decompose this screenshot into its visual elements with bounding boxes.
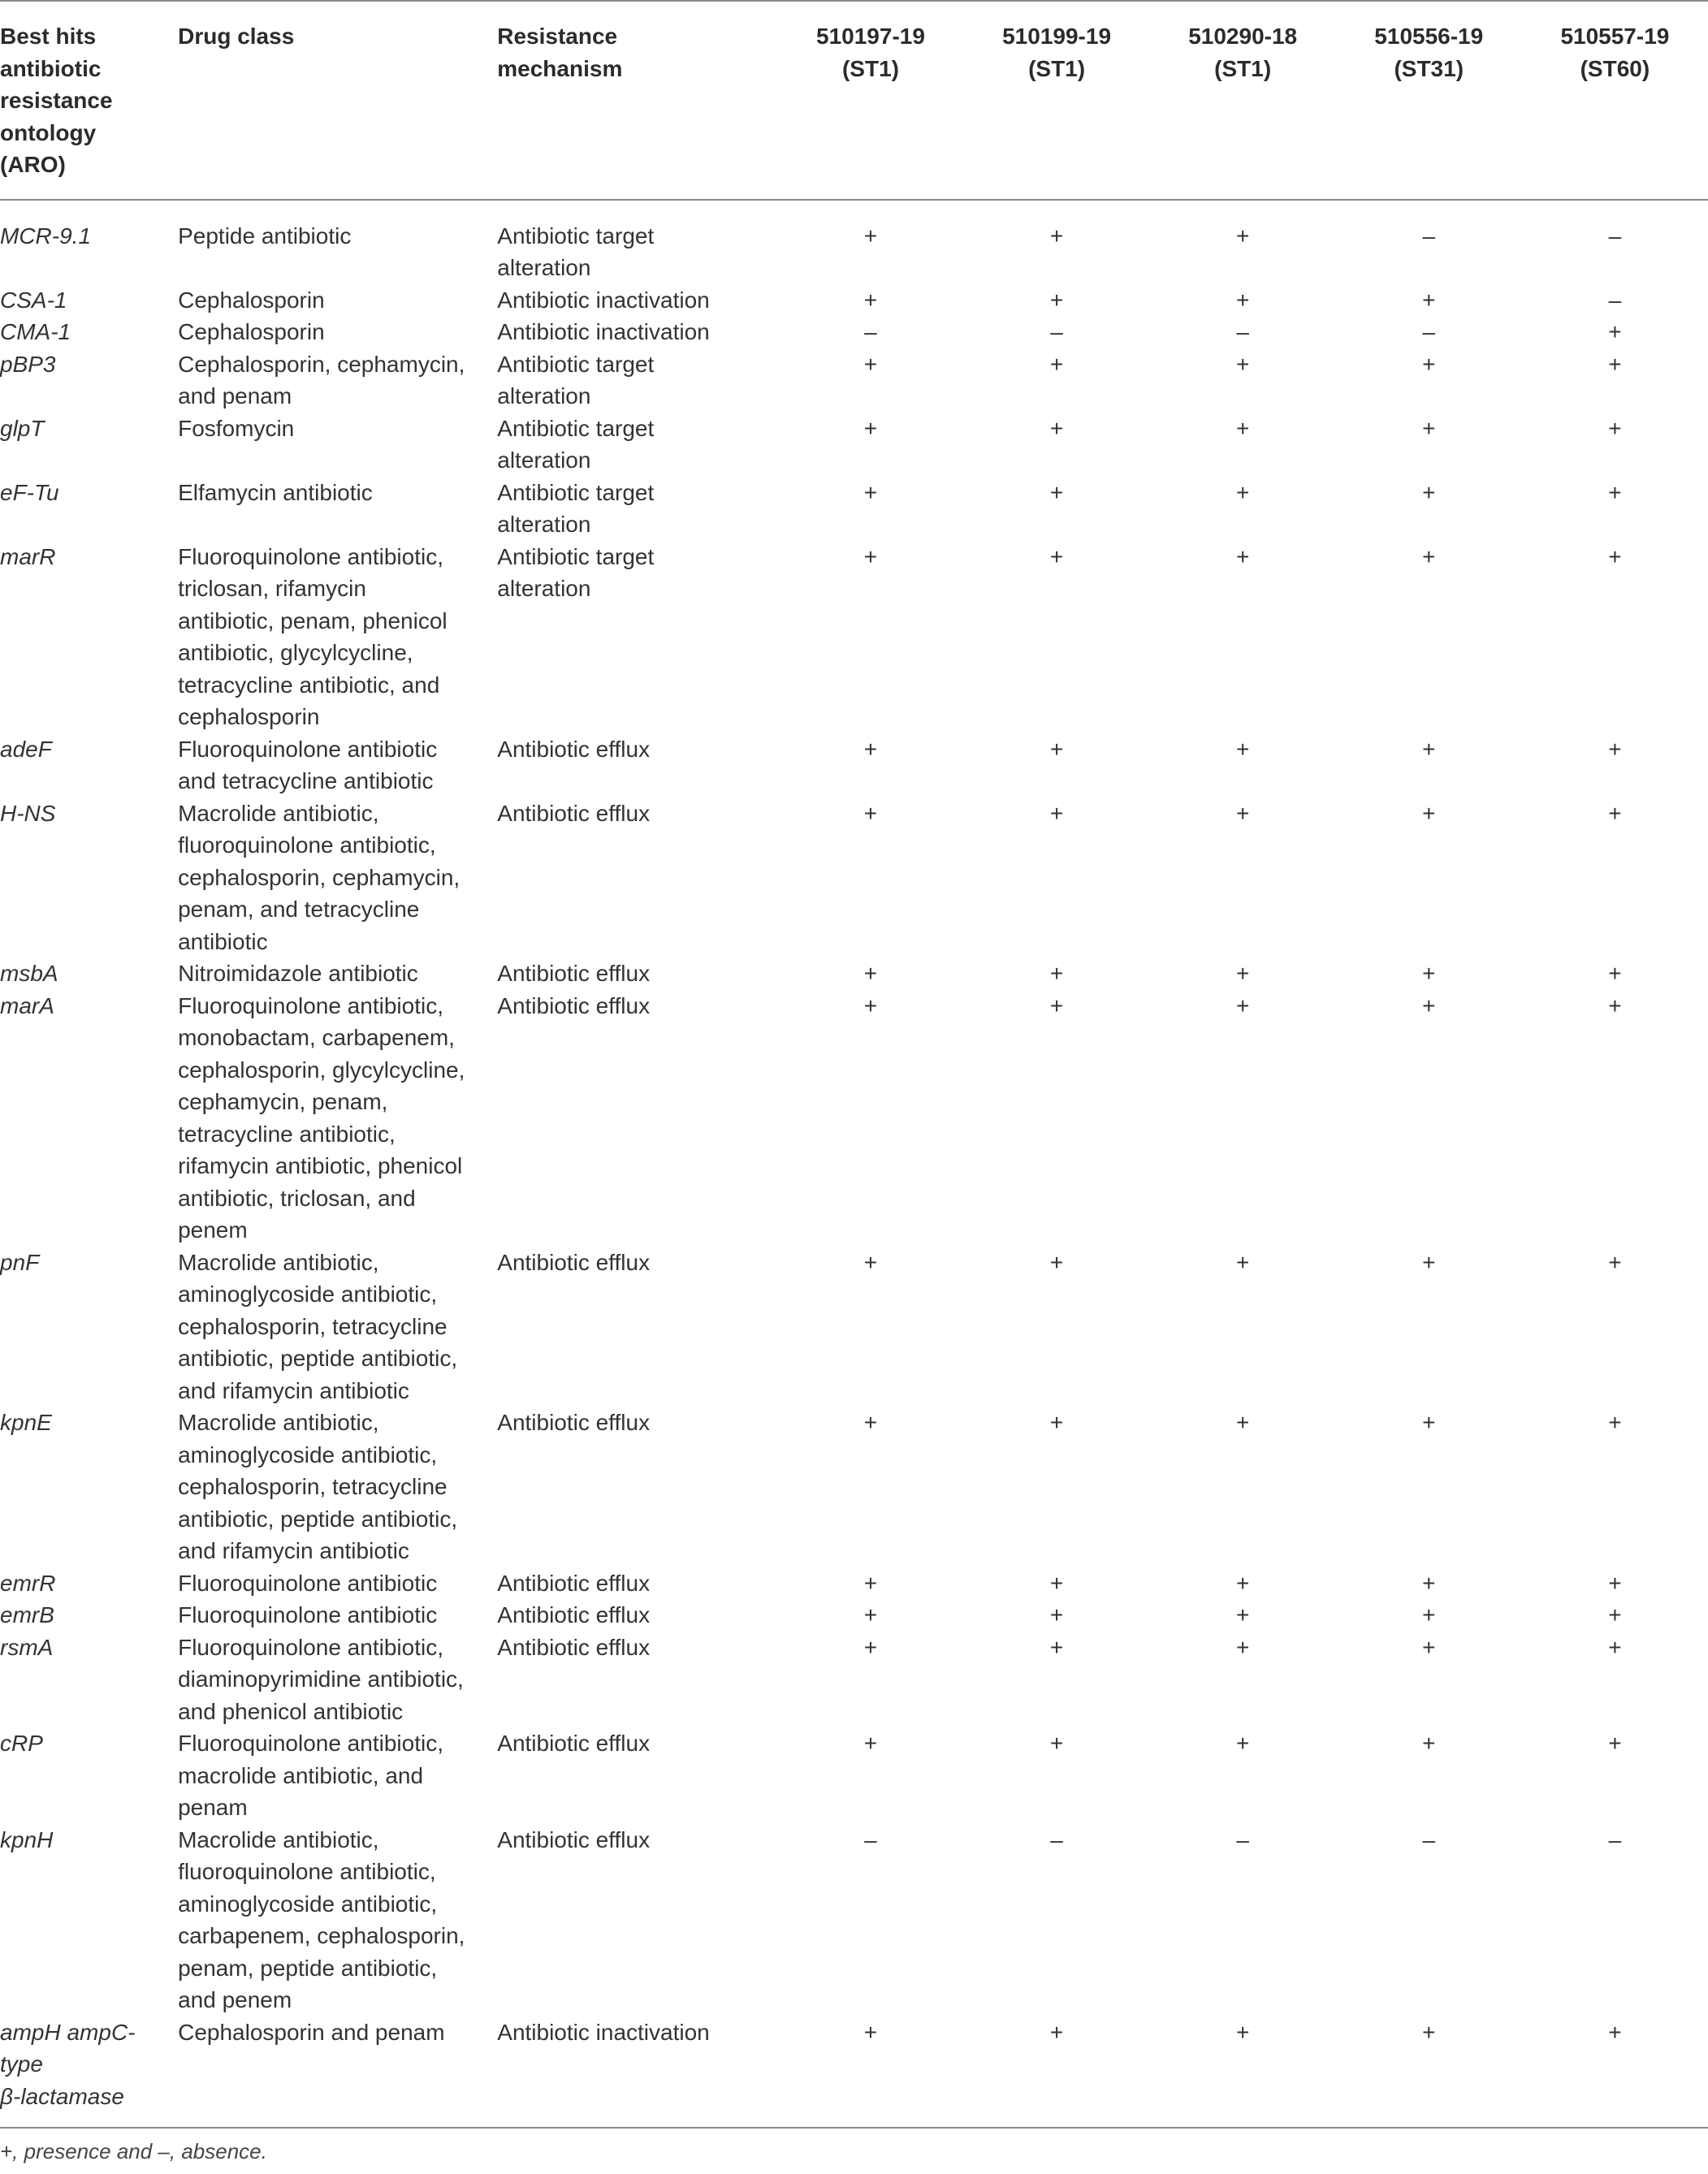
presence-mark: + — [1422, 1249, 1436, 1275]
presence-mark: + — [1235, 1570, 1250, 1596]
mechanism-cell — [497, 284, 777, 317]
mechanism-cell — [497, 348, 777, 413]
presence-mark: – — [1422, 1826, 1436, 1852]
isolate-id: 510557-19 — [1560, 24, 1670, 49]
presence-mark: + — [1608, 1731, 1622, 1756]
presence-mark: + — [1049, 223, 1064, 249]
drug-class-cell-line: cephalosporin, tetracycline — [178, 1474, 448, 1499]
drug-class-cell — [178, 1632, 497, 1728]
drug-class-cell-line: cephalosporin, tetracycline — [178, 1313, 448, 1339]
presence-mark: + — [1235, 1602, 1250, 1627]
aro-gene-cell — [0, 1247, 178, 1407]
mechanism-cell-line: Antibiotic target — [497, 351, 655, 377]
header-isolate — [1150, 1, 1336, 200]
aro-gene-cell-line: CMA-1 — [0, 319, 71, 344]
aro-gene-cell-line: H-NS — [0, 800, 56, 826]
table-row — [0, 1824, 1708, 2016]
presence-mark: + — [1608, 1634, 1622, 1660]
header-row — [0, 1, 1708, 200]
mechanism-cell-line: Antibiotic efflux — [497, 992, 651, 1018]
header-isolate — [1336, 1, 1522, 200]
mechanism-cell-line: alteration — [497, 512, 591, 537]
drug-class-cell-line: Macrolide antibiotic, — [178, 1826, 379, 1852]
mechanism-cell — [497, 2016, 777, 2129]
aro-gene-cell — [0, 316, 178, 348]
drug-class-cell — [178, 733, 497, 797]
table-row — [0, 2016, 1708, 2129]
mechanism-cell — [497, 200, 777, 284]
presence-mark: + — [1422, 736, 1436, 762]
drug-class-cell — [178, 1247, 497, 1407]
aro-gene-cell — [0, 413, 178, 477]
presence-mark: + — [1608, 1410, 1622, 1435]
mechanism-cell — [497, 1632, 777, 1728]
drug-class-cell-line: penam, and tetracycline — [178, 897, 420, 922]
presence-mark: + — [1049, 351, 1064, 377]
isolate-st: (ST60) — [1580, 55, 1650, 81]
aro-gene-cell-line: kpnH — [0, 1826, 54, 1852]
presence-mark: + — [1422, 479, 1436, 505]
presence-mark: + — [1235, 800, 1250, 826]
header-mechanism-line: mechanism — [497, 55, 623, 81]
drug-class-cell-line: cephalosporin, glycylcycline, — [178, 1057, 465, 1083]
drug-class-cell-line: Fluoroquinolone antibiotic, — [178, 992, 443, 1018]
presence-mark: + — [1049, 1410, 1064, 1435]
presence-mark: + — [1608, 543, 1622, 569]
presence-mark: + — [1235, 415, 1250, 441]
aro-gene-cell — [0, 1407, 178, 1567]
presence-mark: + — [1422, 415, 1436, 441]
drug-class-cell — [178, 541, 497, 733]
presence-mark: + — [863, 2019, 878, 2045]
mechanism-cell-line: Antibiotic target — [497, 223, 655, 249]
presence-mark: – — [1050, 319, 1063, 344]
presence-mark: + — [863, 736, 878, 762]
isolate-st: (ST1) — [841, 55, 899, 81]
mechanism-cell-line: Antibiotic efflux — [497, 1826, 651, 1852]
isolate-id: 510197-19 — [816, 24, 925, 49]
presence-mark: + — [1608, 736, 1622, 762]
presence-mark: + — [1422, 1570, 1436, 1596]
aro-gene-cell — [0, 200, 178, 284]
drug-class-cell-line: antibiotic, penam, phenicol — [178, 607, 448, 633]
drug-class-cell — [178, 1407, 497, 1567]
aro-gene-cell-line: CSA-1 — [0, 287, 67, 313]
drug-class-cell-line: penem — [178, 1217, 248, 1243]
presence-mark: + — [1235, 992, 1250, 1018]
presence-mark: + — [1422, 1602, 1436, 1627]
aro-gene-cell-line: marA — [0, 992, 54, 1018]
drug-class-cell-line: aminoglycoside antibiotic, — [178, 1891, 438, 1917]
mechanism-cell-line: Antibiotic efflux — [497, 1410, 651, 1435]
header-isolate — [964, 1, 1150, 200]
drug-class-cell-line: tetracycline antibiotic, and — [178, 672, 440, 698]
presence-mark: + — [1235, 2019, 1250, 2045]
table-row — [0, 541, 1708, 733]
presence-mark: + — [1235, 287, 1250, 313]
presence-mark: + — [1422, 2019, 1436, 2045]
drug-class-cell — [178, 316, 497, 348]
drug-class-cell — [178, 1727, 497, 1824]
table-footnote: +, presence and –, absence. — [0, 2139, 267, 2163]
drug-class-cell — [178, 477, 497, 541]
aro-gene-cell-line: β-lactamase — [0, 2083, 124, 2109]
drug-class-cell — [178, 1567, 497, 1600]
drug-class-cell-line: and penam — [178, 383, 292, 408]
presence-mark: – — [1050, 1826, 1063, 1852]
presence-mark: + — [1235, 961, 1250, 986]
aro-gene-cell — [0, 957, 178, 990]
header-aro-line: antibiotic — [0, 55, 102, 81]
presence-mark: + — [1049, 2019, 1064, 2045]
aro-gene-cell — [0, 990, 178, 1247]
table-row — [0, 1632, 1708, 1728]
drug-class-cell-line: Macrolide antibiotic, — [178, 1410, 379, 1435]
header-aro-line: resistance — [0, 88, 113, 113]
presence-mark: + — [1235, 351, 1250, 377]
presence-mark: + — [1049, 1731, 1064, 1756]
drug-class-cell-line: Elfamycin antibiotic — [178, 479, 373, 505]
presence-mark: + — [1422, 800, 1436, 826]
isolate-st: (ST1) — [1028, 55, 1086, 81]
drug-class-cell-line: rifamycin antibiotic, phenicol — [178, 1153, 463, 1178]
aro-gene-cell — [0, 797, 178, 958]
table-row — [0, 1567, 1708, 1600]
mechanism-cell-line: Antibiotic efflux — [497, 1570, 651, 1596]
drug-class-cell — [178, 990, 497, 1247]
mechanism-cell — [497, 1407, 777, 1567]
table-row — [0, 1599, 1708, 1632]
presence-mark: + — [1422, 287, 1436, 313]
presence-mark: – — [1236, 319, 1249, 344]
mechanism-cell-line: Antibiotic efflux — [497, 800, 651, 826]
table-row — [0, 797, 1708, 958]
table-row — [0, 733, 1708, 797]
drug-class-cell-line: antibiotic — [178, 928, 268, 954]
aro-gene-cell — [0, 541, 178, 733]
presence-mark: + — [1422, 351, 1436, 377]
drug-class-cell-line: antibiotic, peptide antibiotic, — [178, 1346, 458, 1371]
presence-mark: – — [1608, 287, 1622, 313]
drug-class-cell-line: and rifamycin antibiotic — [178, 1377, 409, 1403]
presence-mark: + — [1049, 1634, 1064, 1660]
drug-class-cell-line: and phenicol antibiotic — [178, 1698, 404, 1724]
presence-mark: + — [1049, 800, 1064, 826]
presence-mark: – — [1608, 223, 1622, 249]
header-mechanism — [497, 1, 777, 200]
presence-mark: – — [1422, 223, 1436, 249]
drug-class-cell-line: macrolide antibiotic, and — [178, 1762, 424, 1788]
mechanism-cell-line: Antibiotic inactivation — [497, 319, 710, 344]
presence-mark: + — [1049, 543, 1064, 569]
presence-mark: + — [1235, 1731, 1250, 1756]
mechanism-cell-line: Antibiotic inactivation — [497, 287, 710, 313]
mechanism-cell — [497, 1247, 777, 1407]
aro-gene-cell-line: eF-Tu — [0, 479, 59, 505]
presence-mark: + — [1049, 479, 1064, 505]
drug-class-cell-line: Fluoroquinolone antibiotic, — [178, 1731, 443, 1756]
mechanism-cell — [497, 1824, 777, 2016]
presence-mark: – — [1608, 1826, 1622, 1852]
presence-mark: + — [1608, 319, 1622, 344]
aro-gene-cell-line: emrB — [0, 1602, 54, 1627]
presence-mark: + — [1235, 736, 1250, 762]
presence-mark: + — [1422, 1731, 1436, 1756]
aro-gene-cell — [0, 1824, 178, 2016]
presence-mark: + — [1608, 992, 1622, 1018]
mechanism-cell-line: Antibiotic efflux — [497, 736, 651, 762]
aro-gene-cell — [0, 477, 178, 541]
presence-mark: + — [1049, 736, 1064, 762]
aro-gene-cell-line: ampH ampC- — [0, 2019, 136, 2045]
drug-class-cell-line: cephalosporin — [178, 704, 320, 729]
mechanism-cell — [497, 1727, 777, 1824]
table-row — [0, 1727, 1708, 1824]
presence-mark: + — [1049, 1570, 1064, 1596]
drug-class-cell-line: triclosan, rifamycin — [178, 576, 366, 601]
drug-class-cell-line: fluoroquinolone antibiotic, — [178, 1859, 436, 1884]
drug-class-cell-line: Macrolide antibiotic, — [178, 1249, 379, 1275]
mechanism-cell-line: alteration — [497, 447, 591, 473]
header-mechanism-line: Resistance — [497, 24, 618, 49]
presence-mark: + — [863, 479, 878, 505]
presence-mark: + — [863, 992, 878, 1018]
aro-gene-cell-line: type — [0, 2051, 43, 2077]
presence-mark: + — [1608, 1602, 1622, 1627]
table-row — [0, 990, 1708, 1247]
aro-gene-cell-line: MCR-9.1 — [0, 223, 92, 249]
table-body — [0, 200, 1708, 2129]
drug-class-cell-line: diaminopyrimidine antibiotic, — [178, 1666, 464, 1692]
aro-gene-cell-line: rsmA — [0, 1634, 54, 1660]
drug-class-cell-line: Cephalosporin, cephamycin, — [178, 351, 465, 377]
drug-class-cell-line: Macrolide antibiotic, — [178, 800, 379, 826]
drug-class-cell-line: and rifamycin antibiotic — [178, 1538, 409, 1563]
presence-mark: + — [1049, 287, 1064, 313]
presence-mark: + — [1608, 961, 1622, 986]
presence-mark: + — [1422, 961, 1436, 986]
presence-mark: + — [1235, 479, 1250, 505]
table-row — [0, 1407, 1708, 1567]
drug-class-cell-line: cephalosporin, cephamycin, — [178, 864, 461, 890]
isolate-st: (ST31) — [1394, 55, 1464, 81]
presence-mark: + — [1422, 543, 1436, 569]
mechanism-cell-line: Antibiotic efflux — [497, 1731, 651, 1756]
presence-mark: + — [1608, 1249, 1622, 1275]
presence-mark: + — [863, 223, 878, 249]
isolate-id: 510290-18 — [1188, 24, 1298, 49]
presence-mark: + — [1422, 992, 1436, 1018]
presence-mark: + — [1235, 1634, 1250, 1660]
presence-mark: + — [863, 1634, 878, 1660]
mechanism-cell — [497, 1599, 777, 1632]
aro-gene-cell — [0, 284, 178, 317]
drug-class-cell-line: penam — [178, 1795, 248, 1820]
presence-mark: + — [863, 415, 878, 441]
aro-gene-cell-line: glpT — [0, 415, 45, 441]
drug-class-cell — [178, 797, 497, 958]
drug-class-cell-line: Fluoroquinolone antibiotic — [178, 1602, 438, 1627]
mechanism-cell — [497, 413, 777, 477]
presence-mark: + — [1235, 1410, 1250, 1435]
drug-class-cell-line: Cephalosporin and penam — [178, 2019, 445, 2045]
presence-mark: + — [863, 1602, 878, 1627]
drug-class-cell-line: cephamycin, penam, — [178, 1089, 388, 1114]
aro-gene-cell-line: pnF — [0, 1249, 40, 1275]
presence-mark: + — [1608, 2019, 1622, 2045]
drug-class-cell-line: Fluoroquinolone antibiotic, — [178, 1634, 443, 1660]
presence-mark: + — [1049, 1602, 1064, 1627]
drug-class-cell — [178, 200, 497, 284]
presence-mark: + — [1608, 1570, 1622, 1596]
aro-gene-cell — [0, 1567, 178, 1600]
presence-mark: + — [1049, 961, 1064, 986]
drug-class-cell-line: penam, peptide antibiotic, — [178, 1955, 438, 1981]
drug-class-cell-line: fluoroquinolone antibiotic, — [178, 832, 436, 858]
header-aro-line: ontology — [0, 119, 97, 145]
mechanism-cell — [497, 316, 777, 348]
mechanism-cell-line: alteration — [497, 383, 591, 408]
aro-gene-cell-line: adeF — [0, 736, 52, 762]
drug-class-cell-line: antibiotic, triclosan, and — [178, 1185, 416, 1211]
presence-mark: + — [863, 1731, 878, 1756]
drug-class-cell-line: Fluoroquinolone antibiotic, — [178, 543, 443, 569]
aro-gene-cell — [0, 348, 178, 413]
aro-gene-cell-line: pBP3 — [0, 351, 56, 377]
drug-class-cell-line: tetracycline antibiotic, — [178, 1121, 396, 1147]
mechanism-cell — [497, 957, 777, 990]
header-isolate — [1522, 1, 1708, 200]
presence-mark: + — [1049, 415, 1064, 441]
mechanism-cell-line: alteration — [497, 576, 591, 601]
mechanism-cell — [497, 477, 777, 541]
aro-gene-cell — [0, 733, 178, 797]
drug-class-cell-line: Cephalosporin — [178, 319, 325, 344]
table-row — [0, 284, 1708, 317]
presence-mark: – — [1236, 1826, 1249, 1852]
presence-mark: + — [1235, 223, 1250, 249]
drug-class-cell — [178, 348, 497, 413]
presence-mark: + — [863, 1249, 878, 1275]
presence-mark: – — [1422, 319, 1436, 344]
mechanism-cell-line: Antibiotic target — [497, 415, 655, 441]
aro-gene-cell — [0, 2016, 178, 2129]
table-row — [0, 200, 1708, 284]
table-row — [0, 957, 1708, 990]
presence-mark: + — [1235, 1249, 1250, 1275]
drug-class-cell — [178, 284, 497, 317]
table-row — [0, 413, 1708, 477]
drug-class-cell-line: Fosfomycin — [178, 415, 295, 441]
drug-class-cell-line: Fluoroquinolone antibiotic — [178, 1570, 438, 1596]
table-row — [0, 477, 1708, 541]
table-row — [0, 348, 1708, 413]
isolate-st: (ST1) — [1214, 55, 1272, 81]
presence-mark: – — [864, 1826, 877, 1852]
drug-class-cell-line: Peptide antibiotic — [178, 223, 352, 249]
mechanism-cell-line: Antibiotic target — [497, 543, 655, 569]
drug-class-cell-line: aminoglycoside antibiotic, — [178, 1281, 438, 1307]
table-row — [0, 1247, 1708, 1407]
mechanism-cell — [497, 990, 777, 1247]
header-aro — [0, 1, 178, 200]
presence-mark: + — [863, 1410, 878, 1435]
presence-mark: + — [1608, 800, 1622, 826]
aro-gene-cell-line: cRP — [0, 1731, 43, 1756]
drug-class-cell-line: and penem — [178, 1987, 292, 2012]
isolate-id: 510556-19 — [1374, 24, 1484, 49]
header-isolate — [777, 1, 963, 200]
aro-gene-cell-line: msbA — [0, 961, 58, 986]
drug-class-cell — [178, 1824, 497, 2016]
drug-class-cell-line: antibiotic, glycylcycline, — [178, 640, 413, 665]
mechanism-cell-line: Antibiotic inactivation — [497, 2019, 710, 2045]
presence-mark: + — [863, 287, 878, 313]
drug-class-cell-line: antibiotic, peptide antibiotic, — [178, 1506, 458, 1532]
header-aro-line: (ARO) — [0, 152, 66, 177]
mechanism-cell-line: Antibiotic efflux — [497, 1634, 651, 1660]
drug-class-cell-line: carbapenem, cephalosporin, — [178, 1923, 465, 1948]
isolate-id: 510199-19 — [1002, 24, 1112, 49]
aro-gene-cell — [0, 1727, 178, 1824]
presence-mark: + — [1235, 543, 1250, 569]
header-drug-class: Drug class — [178, 24, 295, 49]
mechanism-cell — [497, 541, 777, 733]
presence-mark: + — [863, 800, 878, 826]
drug-class-cell — [178, 2016, 497, 2129]
drug-class-cell — [178, 413, 497, 477]
aro-gene-cell — [0, 1632, 178, 1728]
presence-mark: + — [863, 351, 878, 377]
drug-class-cell-line: and tetracycline antibiotic — [178, 768, 434, 793]
mechanism-cell — [497, 1567, 777, 1600]
aro-gene-cell-line: marR — [0, 543, 56, 569]
presence-mark: + — [1422, 1410, 1436, 1435]
drug-class-cell-line: Nitroimidazole antibiotic — [178, 961, 418, 986]
mechanism-cell-line: Antibiotic efflux — [497, 1602, 651, 1627]
mechanism-cell-line: Antibiotic target — [497, 479, 655, 505]
presence-mark: – — [864, 319, 877, 344]
presence-mark: + — [1422, 1634, 1436, 1660]
drug-class-cell-line: monobactam, carbapenem, — [178, 1025, 455, 1050]
drug-class-cell — [178, 957, 497, 990]
header-aro-line: Best hits — [0, 24, 97, 49]
drug-class-cell-line: Fluoroquinolone antibiotic — [178, 736, 438, 762]
mechanism-cell-line: Antibiotic efflux — [497, 961, 651, 986]
presence-mark: + — [1608, 351, 1622, 377]
drug-class-cell-line: aminoglycoside antibiotic, — [178, 1441, 438, 1467]
presence-mark: + — [863, 961, 878, 986]
aro-gene-cell-line: emrR — [0, 1570, 56, 1596]
mechanism-cell-line: alteration — [497, 255, 591, 280]
presence-mark: + — [1049, 992, 1064, 1018]
mechanism-cell — [497, 797, 777, 958]
mechanism-cell-line: Antibiotic efflux — [497, 1249, 651, 1275]
aro-gene-cell — [0, 1599, 178, 1632]
drug-class-cell-line: Cephalosporin — [178, 287, 325, 313]
drug-class-cell — [178, 1599, 497, 1632]
presence-mark: + — [1049, 1249, 1064, 1275]
presence-mark: + — [863, 1570, 878, 1596]
table-row — [0, 316, 1708, 348]
aro-gene-cell-line: kpnE — [0, 1410, 52, 1435]
presence-mark: + — [1608, 415, 1622, 441]
presence-mark: + — [1608, 479, 1622, 505]
mechanism-cell — [497, 733, 777, 797]
presence-mark: + — [863, 543, 878, 569]
